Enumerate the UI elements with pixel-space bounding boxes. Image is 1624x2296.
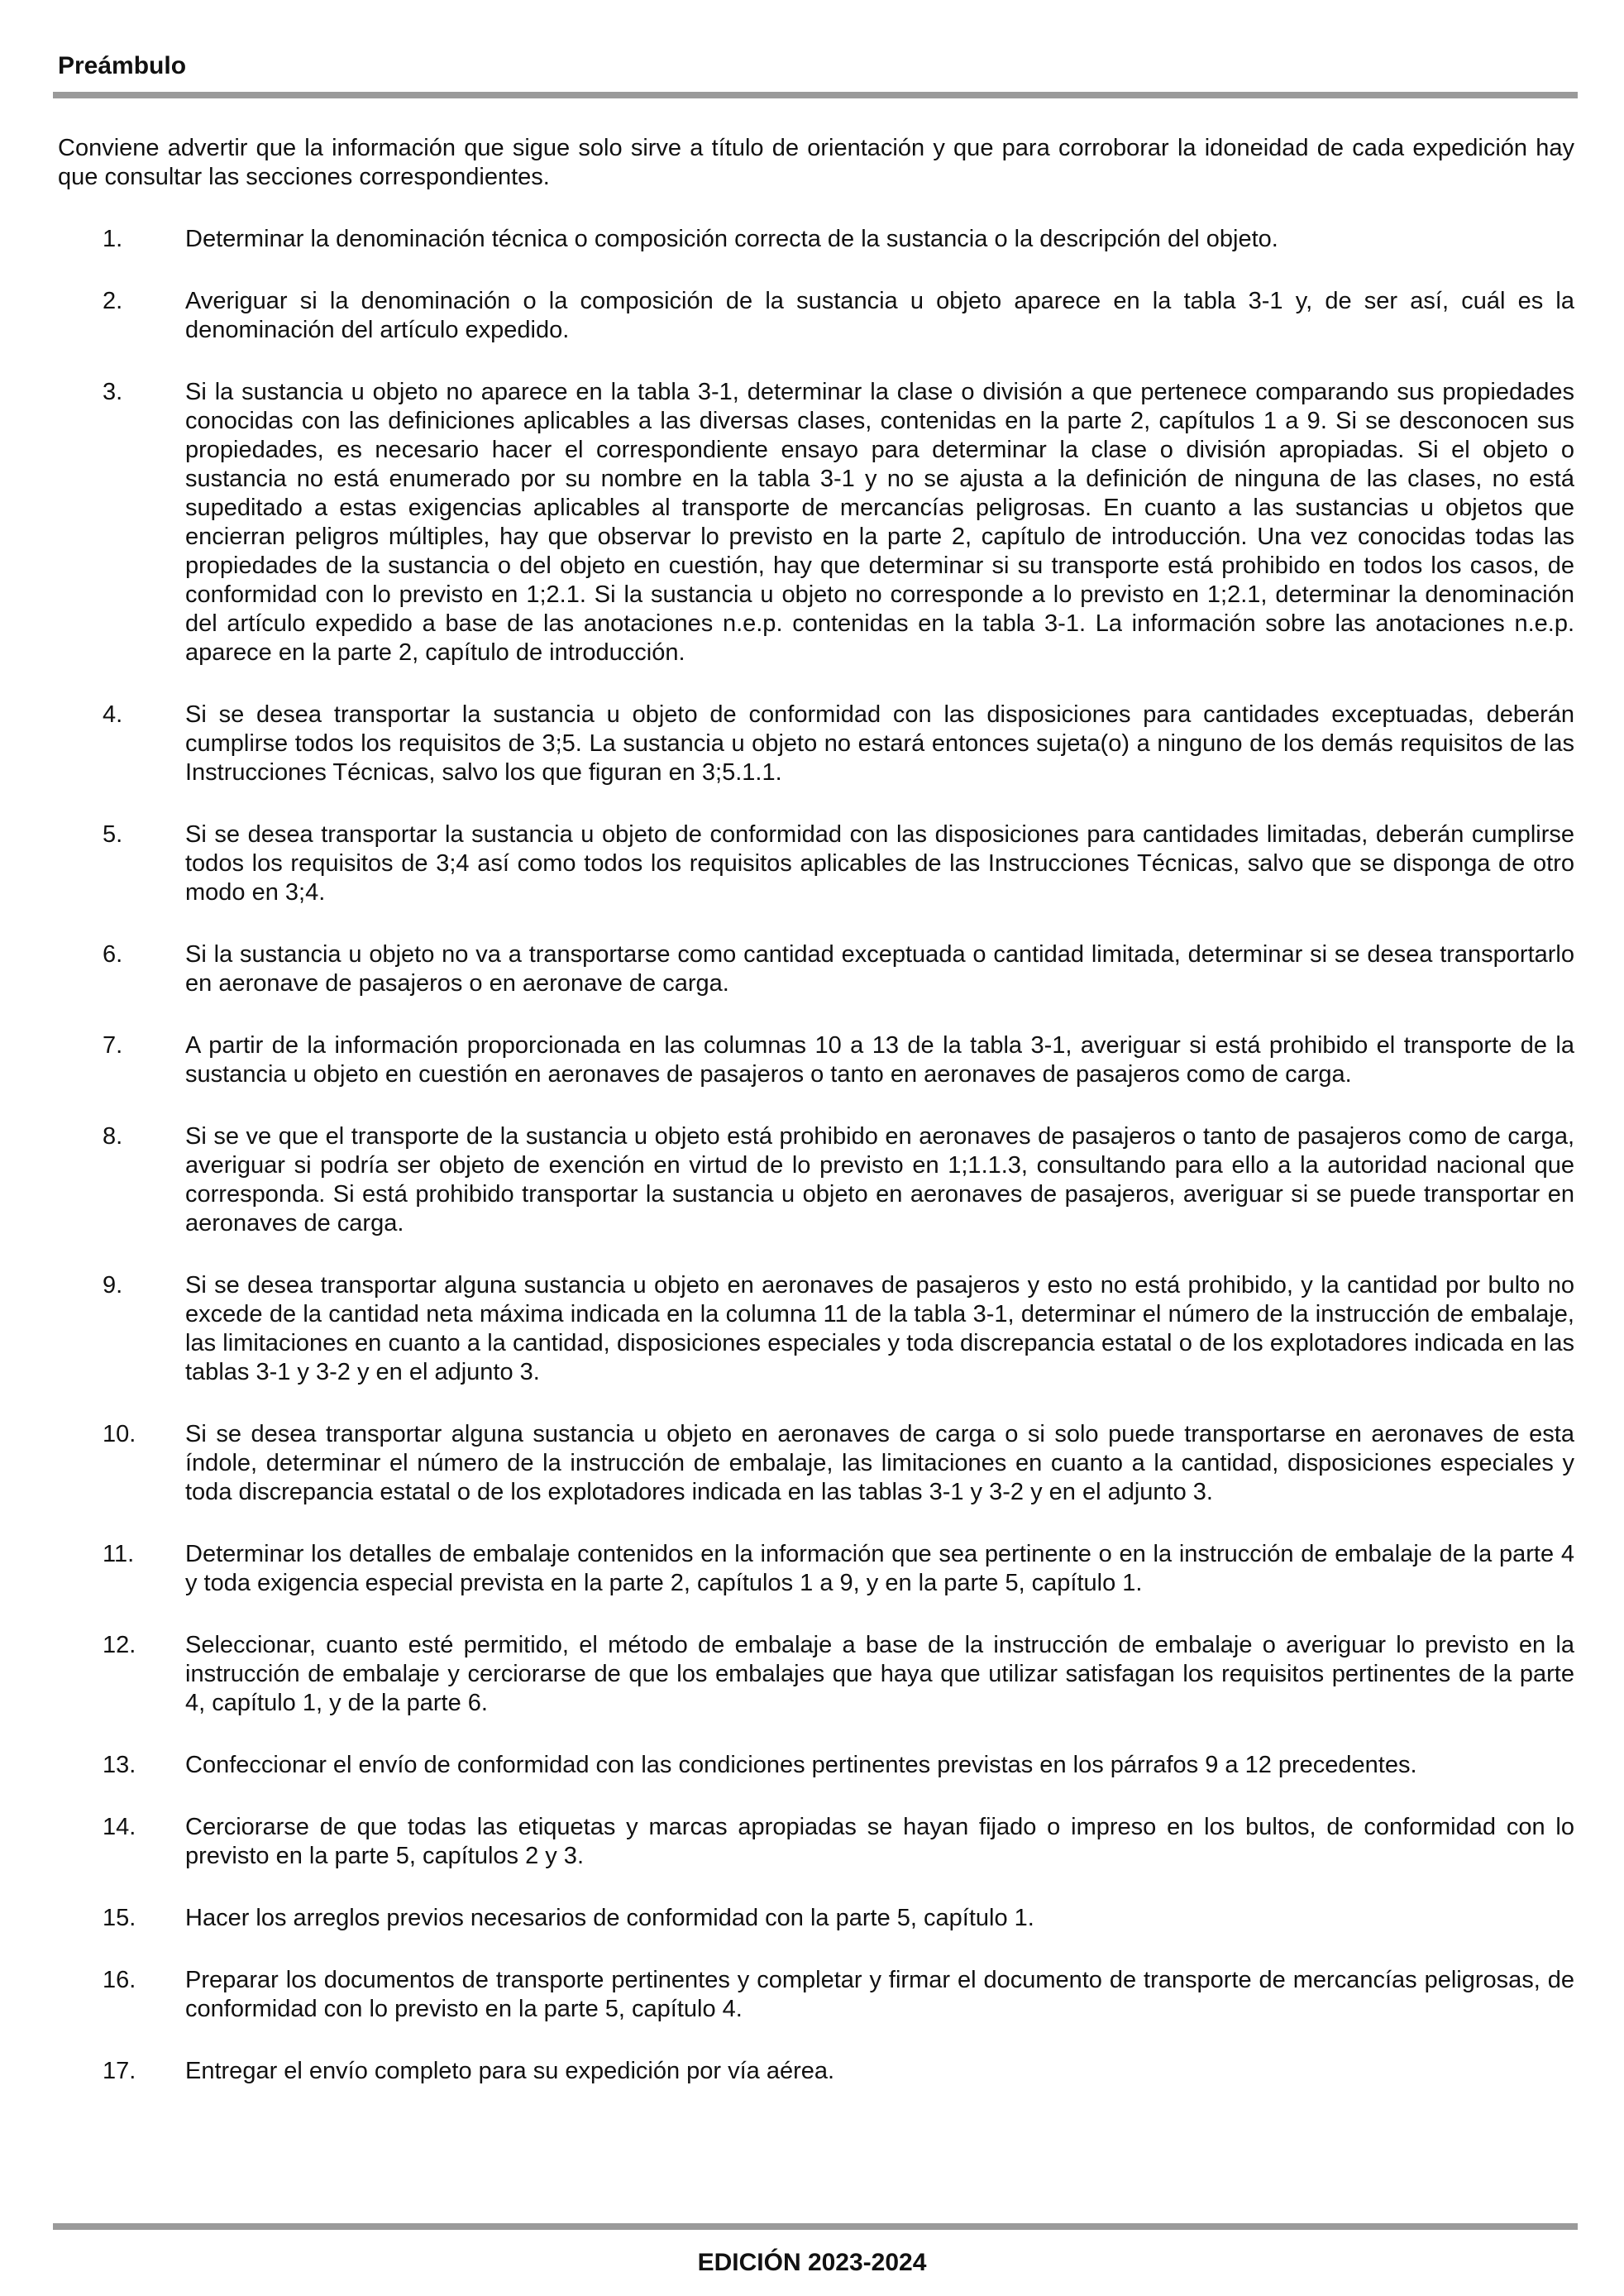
page-title: Preámbulo: [58, 52, 187, 79]
step-text: Si se desea transportar la sustancia u objeto de conformidad con las disposiciones para cantidades exceptuadas, deberán cumplirse todos los requisitos de 3;5. La sustancia u objeto no estará entonces sujeta(o) a ninguno de los demás requisitos de las Instrucciones Técnicas, salvo los que figuran en 3;5.1.1.: [185, 701, 1574, 786]
step-number: 14.: [103, 1814, 136, 1840]
step-text: Preparar los documentos de transporte pertinentes y completar y firmar el documento de transporte de mercancías peligrosas, de conformidad con lo previsto en la parte 5, capítulo 4.: [185, 1967, 1574, 2022]
footer-divider: [53, 2223, 1578, 2230]
list-item: [58, 1904, 1574, 1933]
header-divider: [53, 92, 1578, 98]
step-text: Seleccionar, cuanto esté permitido, el método de embalaje a base de la instrucción de embalaje o averiguar lo previsto en la instrucción de embalaje y cerciorarse de que los embalajes que haya que utilizar satisfagan los requisitos pertinentes de la parte 4, capítulo 1, y de la parte 6.: [185, 1632, 1574, 1716]
step-number: 3.: [103, 379, 123, 405]
step-number: 16.: [103, 1967, 136, 1993]
list-item: [58, 287, 1574, 345]
list-item: [58, 701, 1574, 787]
step-number: 6.: [103, 941, 123, 968]
list-item: [58, 1271, 1574, 1387]
step-text: Cerciorarse de que todas las etiquetas y marcas apropiadas se hayan fijado o impreso en los bultos, de conformidad con lo previsto en la parte 5, capítulos 2 y 3.: [185, 1814, 1574, 1869]
step-number: 12.: [103, 1632, 136, 1658]
list-item: [58, 225, 1574, 254]
intro-paragraph: Conviene advertir que la información que sigue solo sirve a título de orientación y que para corroborar la idoneidad de cada expedición hay que consultar las secciones correspondientes.: [58, 135, 1574, 190]
step-text: Si se ve que el transporte de la sustancia u objeto está prohibido en aeronaves de pasajeros o tanto de pasajeros como de carga, averiguar si podría ser objeto de exención en virtud de lo previsto en 1;1.1.3, consultando para ello a la autoridad nacional que corresponda. Si está prohibido transportar la sustancia u objeto en aeronaves de pasajeros, averiguar si se puede transportar en aeronaves de carga.: [185, 1123, 1574, 1236]
step-number: 13.: [103, 1752, 136, 1778]
list-item: [58, 1751, 1574, 1780]
step-number: 4.: [103, 701, 123, 728]
step-text: Entregar el envío completo para su expedición por vía aérea.: [185, 2058, 835, 2084]
step-number: 2.: [103, 288, 123, 314]
step-number: 17.: [103, 2058, 136, 2084]
step-text: Si se desea transportar la sustancia u objeto de conformidad con las disposiciones para cantidades limitadas, deberán cumplirse todos los requisitos de 3;4 así como todos los requisitos aplicables de las Instrucciones Técnicas, salvo que se disponga de otro modo en 3;4.: [185, 821, 1574, 906]
step-number: 15.: [103, 1905, 136, 1931]
list-item: [58, 378, 1574, 667]
step-text: Si se desea transportar alguna sustancia u objeto en aeronaves de pasajeros y esto no está prohibido, y la cantidad por bulto no excede de la cantidad neta máxima indicada en la columna 11 de la tabla 3-1, determinar el número de la instrucción de embalaje, las limitaciones en cuanto a la cantidad, disposiciones especiales y toda discrepancia estatal o de los explotadores indicada en las tablas 3-1 y 3-2 y en el adjunto 3.: [185, 1272, 1574, 1385]
step-number: 5.: [103, 821, 123, 848]
step-number: 7.: [103, 1032, 123, 1059]
step-text: Averiguar si la denominación o la composición de la sustancia u objeto aparece en la tabla 3-1 y, de ser así, cuál es la denominación del artículo expedido.: [185, 288, 1574, 343]
step-text: Hacer los arreglos previos necesarios de conformidad con la parte 5, capítulo 1.: [185, 1905, 1034, 1931]
list-item: [58, 1813, 1574, 1871]
list-item: [58, 820, 1574, 907]
step-text: Si la sustancia u objeto no va a transportarse como cantidad exceptuada o cantidad limitada, determinar si se desea transportarlo en aeronave de pasajeros o en aeronave de carga.: [185, 941, 1574, 997]
step-number: 11.: [103, 1541, 135, 1567]
step-text: A partir de la información proporcionada en las columnas 10 a 13 de la tabla 3-1, averiguar si está prohibido el transporte de la sustancia u objeto en cuestión en aeronaves de pasajeros o tanto en aeronaves de pasajeros como de carga.: [185, 1032, 1574, 1088]
list-item: [58, 1031, 1574, 1089]
step-number: 9.: [103, 1272, 123, 1299]
list-item: [58, 2057, 1574, 2086]
document-body: [58, 134, 1574, 2119]
step-text: Determinar los detalles de embalaje contenidos en la información que sea pertinente o en la instrucción de embalaje de la parte 4 y toda exigencia especial prevista en la parte 2, capítulos 1 a 9, y en la parte 5, capítulo 1.: [185, 1541, 1574, 1596]
step-text: Si se desea transportar alguna sustancia u objeto en aeronaves de carga o si solo puede transportarse en aeronaves de esta índole, determinar el número de la instrucción de embalaje, las limitaciones en cuanto a la cantidad, disposiciones especiales y toda discrepancia estatal o de los explotadores indicada en las tablas 3-1 y 3-2 y en el adjunto 3.: [185, 1421, 1574, 1505]
list-item: [58, 1540, 1574, 1598]
list-item: [58, 940, 1574, 998]
list-item: [58, 1420, 1574, 1507]
step-number: 1.: [103, 226, 123, 252]
step-number: 10.: [103, 1421, 136, 1447]
steps-list: [58, 225, 1574, 2086]
step-text: Determinar la denominación técnica o composición correcta de la sustancia o la descripción del objeto.: [185, 226, 1278, 252]
list-item: [58, 1631, 1574, 1718]
list-item: [58, 1966, 1574, 2024]
list-item: [58, 1122, 1574, 1238]
step-text: Confeccionar el envío de conformidad con las condiciones pertinentes previstas en los párrafos 9 a 12 precedentes.: [185, 1752, 1417, 1778]
step-number: 8.: [103, 1123, 123, 1150]
step-text: Si la sustancia u objeto no aparece en la tabla 3-1, determinar la clase o división a que pertenece comparando sus propiedades conocidas con las definiciones aplicables a las diversas clases, contenidas en la parte 2, capítulos 1 a 9. Si se desconocen sus propiedades, es necesario hacer el correspondiente ensayo para determinar la clase o división apropiadas. Si el objeto o sustancia no está enumerado por su nombre en la tabla 3-1 y no se ajusta a la definición de ninguna de las clases, no está supeditado a estas exigencias aplicables al transporte de mercancías peligrosas. En cuanto a las sustancias u objetos que encierran peligros múltiples, hay que observar lo previsto en la parte 2, capítulo de introducción. Una vez conocidas todas las propiedades de la sustancia o del objeto en cuestión, hay que determinar si su transporte está prohibido en todos los casos, de conformidad con lo previsto en 1;2.1. Si la sustancia u objeto no corresponde a lo previsto en 1;2.1, determinar la denominación del artículo expedido a base de las anotaciones n.e.p. contenidas en la tabla 3-1. La información sobre las anotaciones n.e.p. aparece en la parte 2, capítulo de introducción.: [185, 379, 1574, 666]
edition-footer: EDICIÓN 2023-2024: [697, 2249, 927, 2276]
